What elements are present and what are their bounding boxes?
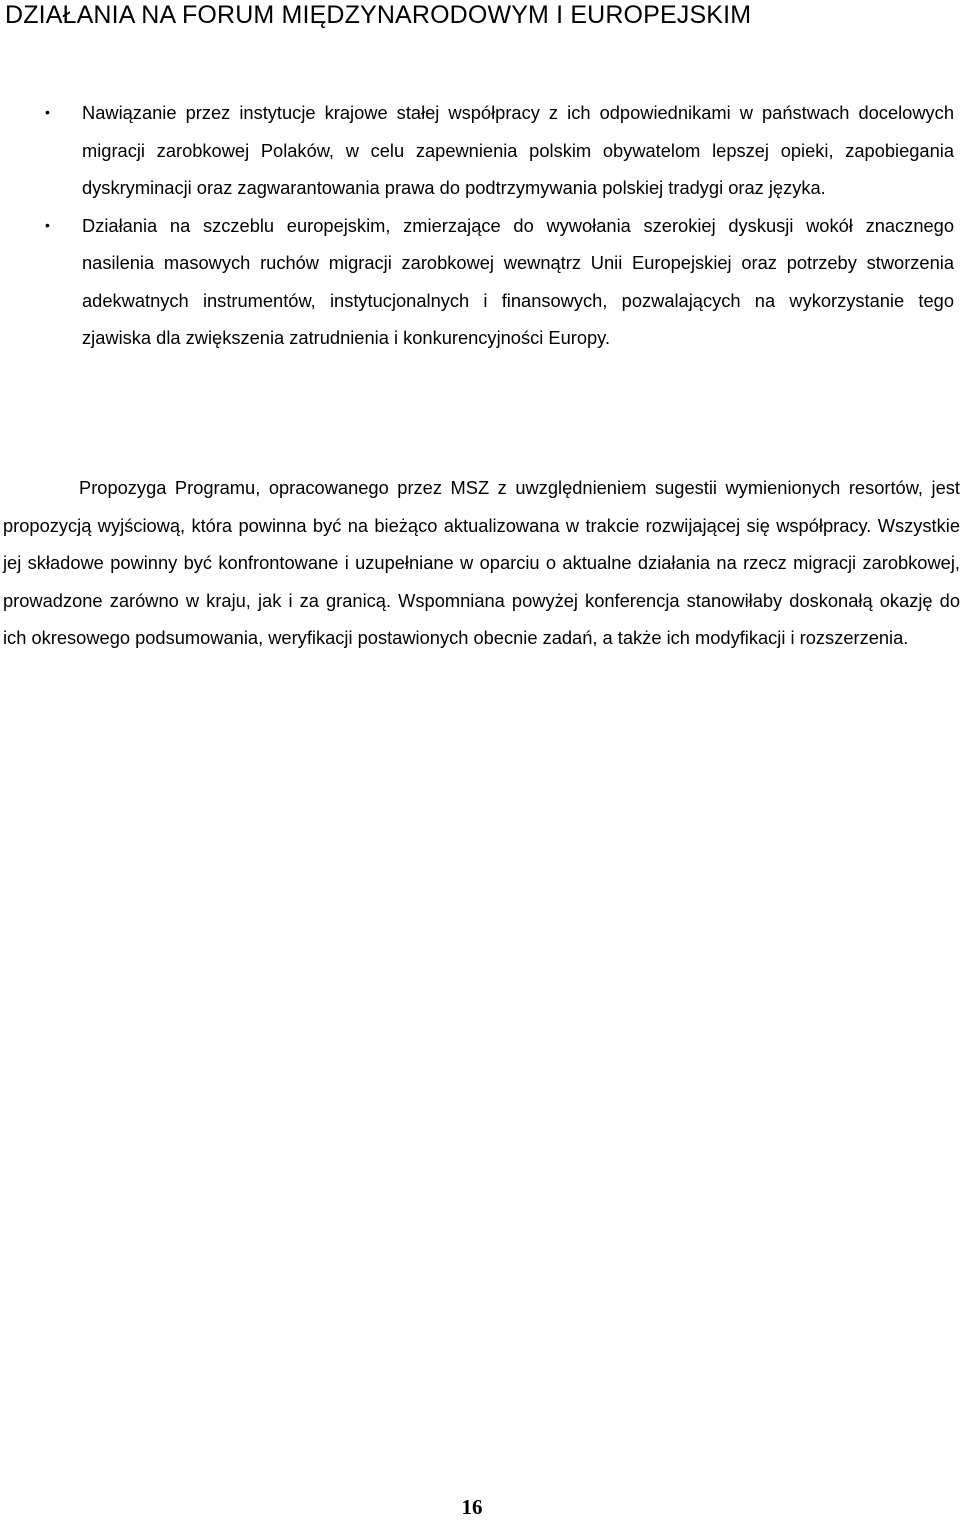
section-heading: DZIAŁANIA NA FORUM MIĘDZYNARODOWYM I EUROPEJSKIM [5, 1, 752, 29]
page-number: 16 [461, 1495, 483, 1519]
bullet-item-european-actions [0, 207, 960, 357]
bullet-list [0, 94, 960, 357]
bullet-dot-icon: • [45, 104, 50, 120]
bullet-text-cooperation: Nawiązanie przez instytucje krajowe stałej współpracy z ich odpowiednikami w państwach docelowych migracji zarobkowej Polaków, w celu zapewnienia polskim obywatelom lepszej opieki, zapobiegania dyskryminacji oraz zagwarantowania prawa do podtrzymywania polskiej tradygi oraz języka. [82, 102, 954, 198]
bullet-item-cooperation [0, 94, 960, 207]
body-paragraph: Propozyga Programu, opracowanego przez MSZ z uwzględnieniem sugestii wymienionych resortów, jest propozycją wyjściową, która powinna być na bieżąco aktualizowana w trakcie rozwijającej się współpracy. Wszystkie jej składowe powinny być konfrontowane i uzupełniane w oparciu o aktualne działania na rzecz migracji zarobkowej, prowadzone zarówno w kraju, jak i za granicą. Wspomniana powyżej konferencja stanowiłaby doskonałą okazję do ich okresowego podsumowania, weryfikacji postawionych obecnie zadań, a także ich modyfikacji i rozszerzenia. [3, 477, 960, 648]
bullet-dot-icon: • [45, 216, 50, 233]
bullet-text-european-actions: Działania na szczeblu europejskim, zmierzające do wywołania szerokiej dyskusji wokół znacznego nasilenia masowych ruchów migracji zarobkowej wewnątrz Unii Europejskiej oraz potrzeby stworzenia adekwatnych instrumentów, instytucjonalnych i finansowych, pozwalających na wykorzystanie tego zjawiska dla zwiększenia zatrudnienia i konkurencyjności Europy. [82, 214, 954, 348]
